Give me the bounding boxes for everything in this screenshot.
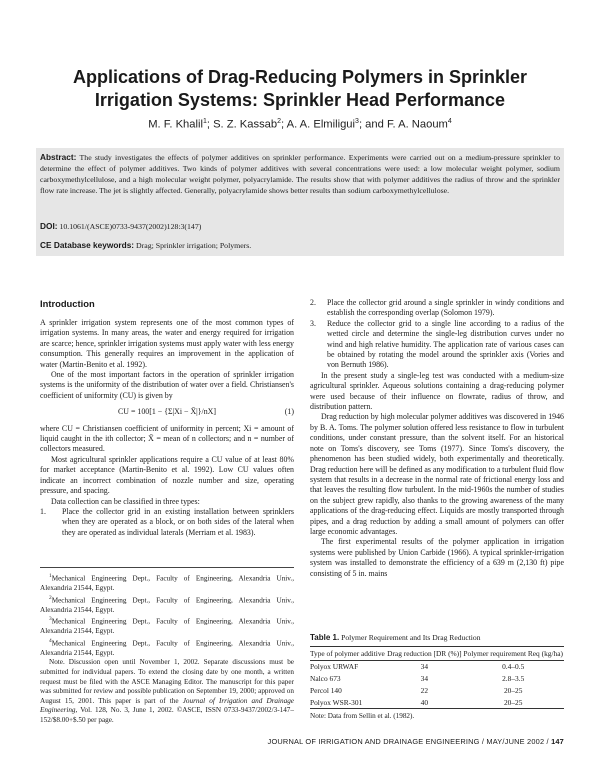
journal-name: Journal of Irrigation and Drainage Engineering [40,696,294,715]
title-line-1: Applications of Drag-Reducing Polymers in Sprinkler [72,67,528,87]
footnote-mark: 4 [49,637,52,644]
table-cell: 2.8–3.5 [502,674,525,684]
table-1 [310,633,564,720]
author-separator: ; [281,118,287,131]
list-number: 2. [310,298,316,307]
left-column [40,298,294,538]
footnote [40,637,294,659]
list-number: 1. [40,506,46,516]
table-cell: Percol 140 [310,685,342,695]
table-row [310,673,564,685]
ce-database-keywords [40,240,560,250]
table-cell: 0.4–0.5 [502,662,525,672]
footnote [40,615,294,637]
abstract-text: The study investigates the effects of polymer additives on sprinkler performance. Experiments were carried out on a medium-pressure sprinkler to determine the effect of polymer additives. Two kinds of polymer additives with several concentrations were used: a low molecular weight polymer, sodium carboxymethylcellulose, and a high molecular weight polymer, polyacrylamide. The results show that with polymer additives the radius of throw and the sprinkler flow rate increase. The jet is slightly affected. Generally, polyacrylamide shows better results than sodium carboxymethylcellulose. [40,153,560,195]
body-paragraph: Drag reduction by high molecular polymer additives was discovered in 1946 by B. A. Toms. The polymer solution offered less resistance to flow in turbulent conditions, under constant pressure, than the solvent itself. For an historical note on Toms's discovery, see Toms (1977). Since Toms's discovery, the phenomenon has been studied widely, both experimentally and theoretically. Drag reduction here will be defined as any modification to a turbulent fluid flow system that results in a decrease in the normal rate of frictional energy loss and that leaves the resulting flow turbulent. In the mid-1960s the number of studies on the subject grew rapidly, also thanks to the growing awareness of the many applications of the drag-reducing effect. Liquids are mostly transported through pipes, and a drag reduction by adding a small amount of polymers can offer large economic advantages. [310,412,564,536]
footer-journal: JOURNAL OF IRRIGATION AND DRAINAGE ENGINEERING / MAY/JUNE 2002 / [267,737,549,746]
author-name: M. F. Khalil [148,118,203,131]
footnote-text: Mechanical Engineering Dept., Faculty of Engineering, Alexandria Univ., Alexandria 21544, Egypt. [40,574,294,592]
footnote-text: Mechanical Engineering Dept., Faculty of Engineering, Alexandria Univ., Alexandria 21544, Egypt. [40,617,294,636]
author-name: A. A. Elmiligui [286,118,356,131]
page-number: 147 [551,737,564,746]
table-cell: 34 [420,662,429,672]
author-separator: ; [206,118,214,131]
table-cell: 40 [420,697,429,707]
author-separator: ; and [358,118,387,131]
footnote-text: Mechanical Engineering Dept., Faculty of Engineering, Alexandria Univ., Alexandria 21544, Egypt. [40,595,294,614]
doi-label: DOI: [40,221,58,231]
note-text: , Vol. 128, No. 3, June 1, 2002. ©ASCE, ISSN 0733-9437/2002/3-147–152/$8.00+$.50 per page. [40,706,294,724]
author-list [30,118,570,131]
abstract-label: Abstract: [40,152,77,162]
data-collection-list-continued [310,298,564,371]
column-header: Drag reduction [DR (%)] [387,649,462,658]
equation-number: (1) [284,407,294,417]
keywords-label: CE Database keywords: [40,240,135,250]
body-paragraph: The first experimental results of the polymer application in irrigation systems were published by Union Carbide (1966). A typical sprinkler-irrigation system was installed to demonstrate the efficiency of a 639 m (2,130 ft) pipe consisting of 5 in. mains [310,537,564,578]
list-item [310,298,564,319]
footnote [40,572,294,594]
page-footer [268,737,564,746]
doi-value: 10.1061/(ASCE)0733-9437(2002)128:3(147) [59,222,202,231]
list-number: 3. [310,318,316,328]
table-row [310,661,564,673]
author-affiliation-mark: 4 [447,118,452,125]
table-cell: 20–25 [503,685,523,695]
note-text: Note. Discussion open until November 1, 2002. Separate discussions must be submitted for individual papers. To extend the closing date by one month, a written request must be filed with the ASCE Managing Editor. The manuscript for this paper was submitted for review and possible publication on September 19, 2000; approved on August 15, 2001. This paper is part of the [40,658,294,705]
column-header: Polymer requirement Req (kg/ha) [463,649,563,658]
table-cell: 20–25 [503,697,523,707]
intro-paragraph: where CU = Christiansen coefficient of uniformity in percent; Xi = amount of liquid caught in the ith collector; X̄ = mean of n collectors; and n = number of collectors measured. [40,423,294,454]
table-row [310,685,564,697]
table-cell: 34 [420,674,429,684]
author-name: F. A. Naoum [386,118,448,131]
table-title: Polymer Requirement and Its Drag Reduction [341,633,481,642]
footnote [40,594,294,616]
table-row [310,696,564,708]
data-collection-list [40,507,294,538]
intro-paragraph: A sprinkler irrigation system represents one of the most common types of irrigation systems. In many areas, the water and energy required for irrigation are scarce; hence, sprinkler irrigation systems must apply water with less energy consumption. This generally requires an improvement in the application of water (Martin-Benito et al. 1992). [40,318,294,369]
table-caption [310,633,564,642]
intro-paragraph: Data collection can be classified in three types: [51,496,200,506]
polymer-table [310,646,564,709]
intro-paragraph: Most agricultural sprinkler applications require a CU value of at least 80% for market acceptance (Martin-Benito et al. 1992). Low CU values often indicate an incorrect combination of nozzle number and size, operating pressure, and spacing. [40,454,294,496]
body-paragraph: In the present study a single-leg test was conducted with a medium-size agricultural sprinkler. Aqueous solutions containing a drag-reducing polymer were used because of their influence on flowrate, radius of throw, and distribution pattern. [310,370,564,412]
column-header: Type of polymer additive [310,649,385,658]
footnote-text: Mechanical Engineering Dept., Faculty of Engineering, Alexandria Univ., Alexandria 21544, Egypt. [40,639,294,657]
keywords-value: Drag; Sprinkler irrigation; Polymers. [136,241,252,250]
paper-title [30,66,570,112]
author-name: S. Z. Kassab [213,118,278,131]
author-affiliation-mark: 2 [277,118,282,125]
section-heading-introduction: Introduction [40,298,95,309]
equation-1 [40,407,294,417]
equation-text: CU = 100[1 − {Σ|Xi − X̄|}/nX] [118,407,216,417]
list-item [40,507,294,538]
footnotes [40,567,294,725]
intro-paragraph: One of the most important factors in the operation of sprinkler irrigation systems is the uniformity of the distribution of water over a field. Christiansen's coefficient of uniformity (CU) is given by [40,370,294,400]
table-cell: Nalco 673 [310,674,341,684]
author-affiliation-mark: 3 [355,118,359,125]
doi-line [40,221,560,231]
footnote-mark: 1 [49,573,52,579]
title-line-2: Irrigation Systems: Sprinkler Head Performance [94,90,506,110]
table-note: Note: Data from Sellin et al. (1982). [310,712,415,721]
author-affiliation-mark: 1 [202,118,207,125]
list-item [310,319,564,371]
submission-note [40,658,294,725]
footnote-mark: 2 [49,594,52,601]
table-label: Table 1. [310,633,340,642]
list-text: Place the collector grid around a single sprinkler in windy conditions and establish the corresponding overlap (Solomon 1979). [327,298,564,318]
right-column [310,298,564,579]
table-cell: Polyox URWAF [310,662,359,672]
table-cell: Polyox WSR-301 [310,697,363,707]
footnote-mark: 3 [49,616,52,623]
table-cell: 22 [420,685,429,695]
list-text: Place the collector grid in an existing installation between sprinklers when they are operated as a block, or on both sides of the lateral when they are operated as individual laterals (Merriam et al. 1983). [62,506,294,537]
table-header-row [310,647,564,661]
list-text: Reduce the collector grid to a single line according to a radius of the wetted circle and determine the single-leg distribution curves under no wind and high relative humidity. The application rate of various cases can be obtained by rotating the model around the sprinkler axis (Vories and von Bernuth 1986). [327,318,564,370]
abstract [40,152,560,197]
